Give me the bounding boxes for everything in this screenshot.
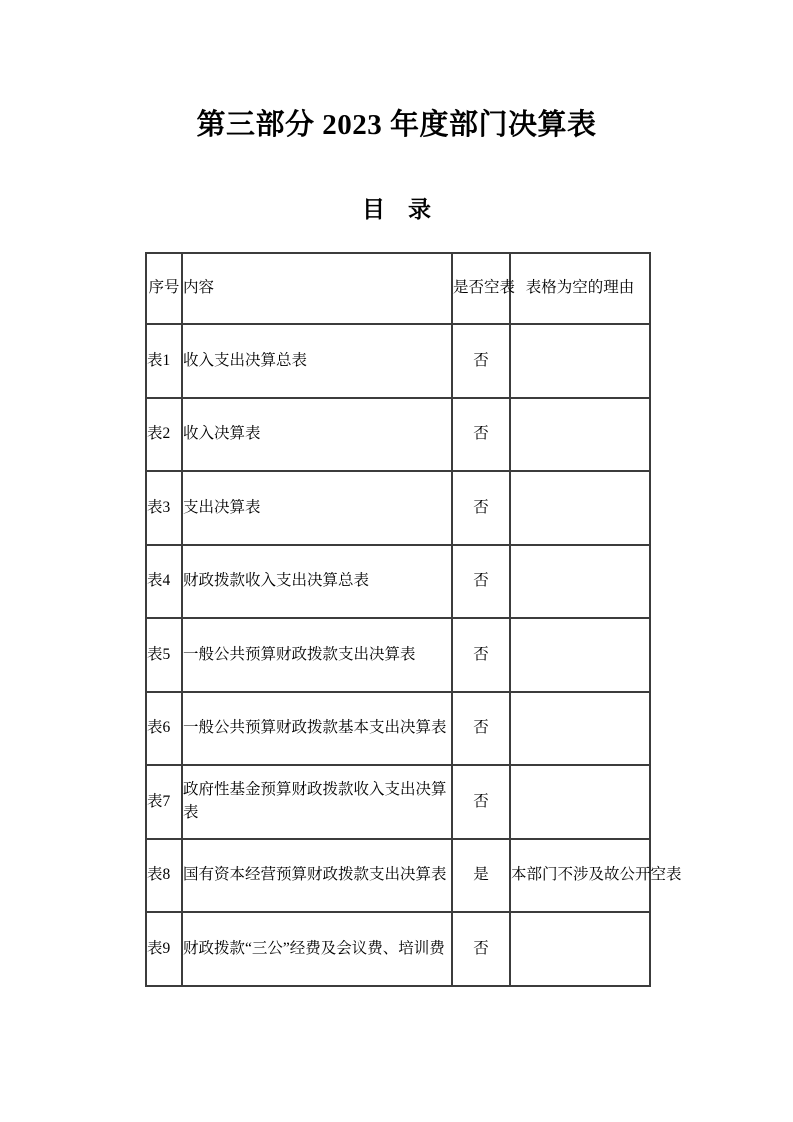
- cell-seq: 表4: [146, 545, 182, 619]
- header-content: 内容: [182, 253, 452, 324]
- cell-seq: 表5: [146, 618, 182, 692]
- cell-reason: 本部门不涉及故公开空表: [510, 839, 650, 913]
- cell-seq: 表6: [146, 692, 182, 766]
- cell-seq: 表2: [146, 398, 182, 472]
- cell-seq: 表1: [146, 324, 182, 398]
- table-row-6: [146, 692, 650, 766]
- table-row-8: [146, 839, 650, 913]
- table-row-4: [146, 545, 650, 619]
- cell-is-empty: 否: [452, 692, 510, 766]
- cell-seq: 表7: [146, 765, 182, 839]
- cell-content: 一般公共预算财政拨款基本支出决算表: [182, 692, 452, 766]
- cell-content: 收入决算表: [182, 398, 452, 472]
- cell-is-empty: 否: [452, 398, 510, 472]
- table-row-5: [146, 618, 650, 692]
- cell-is-empty: 否: [452, 545, 510, 619]
- cell-content: 财政拨款收入支出决算总表: [182, 545, 452, 619]
- cell-reason: [510, 912, 650, 986]
- cell-is-empty: 是: [452, 839, 510, 913]
- table-row-7: [146, 765, 650, 839]
- cell-content: 支出决算表: [182, 471, 452, 545]
- table-row-2: [146, 398, 650, 472]
- cell-reason: [510, 471, 650, 545]
- toc-header-row: [146, 253, 650, 324]
- cell-is-empty: 否: [452, 912, 510, 986]
- cell-seq: 表8: [146, 839, 182, 913]
- cell-is-empty: 否: [452, 324, 510, 398]
- cell-content: 国有资本经营预算财政拨款支出决算表: [182, 839, 452, 913]
- cell-content: 一般公共预算财政拨款支出决算表: [182, 618, 452, 692]
- table-row-3: [146, 471, 650, 545]
- header-is-empty: 是否空表: [452, 253, 510, 324]
- cell-content: 政府性基金预算财政拨款收入支出决算表: [182, 765, 452, 839]
- cell-reason: [510, 692, 650, 766]
- header-seq: 序号: [146, 253, 182, 324]
- cell-seq: 表3: [146, 471, 182, 545]
- toc-heading: 目 录: [362, 196, 431, 222]
- table-row-9: [146, 912, 650, 986]
- cell-is-empty: 否: [452, 765, 510, 839]
- cell-reason: [510, 398, 650, 472]
- cell-reason: [510, 765, 650, 839]
- cell-reason: [510, 618, 650, 692]
- cell-content: 财政拨款“三公”经费及会议费、培训费: [182, 912, 452, 986]
- cell-reason: [510, 545, 650, 619]
- table-row-1: [146, 324, 650, 398]
- cell-content: 收入支出决算总表: [182, 324, 452, 398]
- cell-reason: [510, 324, 650, 398]
- toc-table: [145, 252, 682, 987]
- header-reason: 表格为空的理由: [510, 253, 650, 324]
- cell-is-empty: 否: [452, 618, 510, 692]
- page-title: 第三部分 2023 年度部门决算表: [196, 109, 597, 141]
- cell-is-empty: 否: [452, 471, 510, 545]
- cell-seq: 表9: [146, 912, 182, 986]
